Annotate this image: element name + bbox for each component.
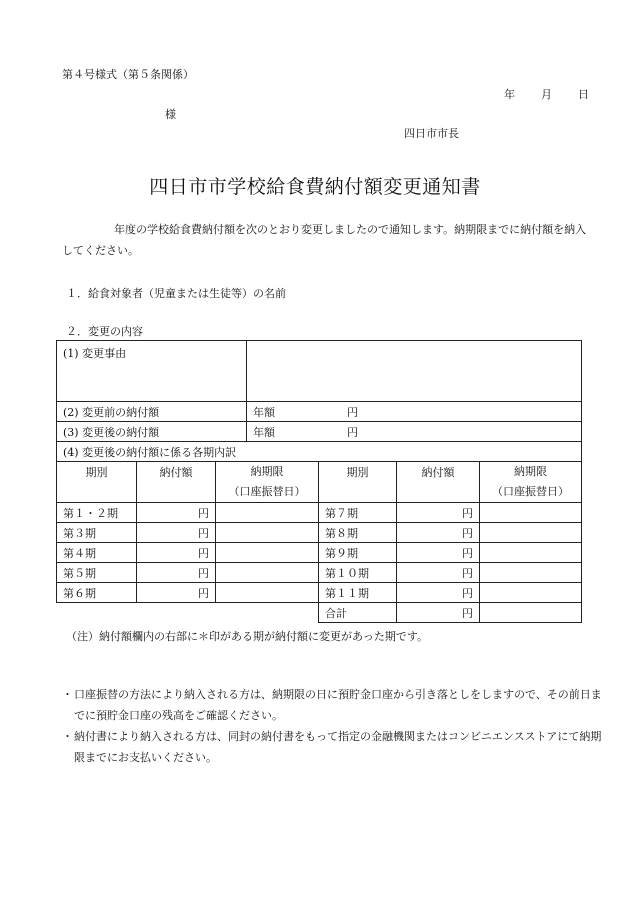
col-period-header: 期別 bbox=[319, 462, 397, 503]
period-cell: 第８期 bbox=[319, 523, 397, 543]
period-cell: 第６期 bbox=[57, 583, 137, 603]
blank-cell bbox=[57, 603, 319, 623]
yen-unit: 円 bbox=[347, 405, 358, 419]
total-row bbox=[57, 603, 582, 623]
period-cell: 第３期 bbox=[57, 523, 137, 543]
period-cell: 第１０期 bbox=[319, 563, 397, 583]
table-row bbox=[57, 583, 582, 603]
after-amount-label: (3) 変更後の納付額 bbox=[57, 422, 247, 442]
date-day-label: 日 bbox=[578, 88, 589, 101]
page-title: 四日市市学校給食費納付額変更通知書 bbox=[149, 176, 481, 198]
form-number: 第４号様式（第５条関係） bbox=[62, 68, 194, 81]
date-month-label: 月 bbox=[541, 88, 552, 101]
amount-cell: 円 bbox=[397, 583, 480, 603]
date-year-label: 年 bbox=[504, 88, 515, 101]
period-cell: 第７期 bbox=[319, 503, 397, 523]
note-text: 納付書により納入される方は、同封の納付書をもって指定の金融機関またはコンビニエンスストアにて納期限までにお支払いください。 bbox=[74, 730, 602, 764]
intro-paragraph: 年度の学校給食費納付額を次のとおり変更しましたので通知します。納期限までに納付額を納入してください。 bbox=[62, 223, 587, 257]
before-amount-label: (2) 変更前の納付額 bbox=[57, 402, 247, 422]
due-sub-label: （口座振替日） bbox=[492, 485, 569, 498]
amount-cell: 円 bbox=[397, 563, 480, 583]
due-cell bbox=[480, 583, 582, 603]
reason-label: (1) 変更事由 bbox=[57, 341, 247, 402]
section-1-heading: １．給食対象者（児童または生徒等）の名前 bbox=[66, 287, 286, 300]
due-label: 納期限 bbox=[514, 465, 547, 478]
bullet-icon: ・ bbox=[62, 730, 73, 743]
due-cell bbox=[216, 563, 319, 583]
recipient-suffix: 様 bbox=[165, 108, 176, 121]
total-amount-cell: 円 bbox=[397, 603, 480, 623]
table-footnote: （注）納付額欄内の右部に＊印がある期が納付額に変更があった期です。 bbox=[66, 630, 429, 643]
section-2-heading: ２．変更の内容 bbox=[66, 325, 143, 338]
col-amount-header: 納付額 bbox=[137, 462, 216, 503]
note-text: 口座振替の方法により納入される方は、納期限の日に預貯金口座から引き落としをしますので、その前日までに預貯金口座の残高をご確認ください。 bbox=[74, 688, 602, 722]
annual-label: 年額 bbox=[253, 425, 275, 439]
period-cell: 第９期 bbox=[319, 543, 397, 563]
list-item bbox=[62, 726, 602, 768]
total-due-cell bbox=[480, 603, 582, 623]
amount-cell: 円 bbox=[137, 503, 216, 523]
amount-cell: 円 bbox=[397, 503, 480, 523]
due-cell bbox=[216, 543, 319, 563]
period-cell: 第４期 bbox=[57, 543, 137, 563]
table-row bbox=[57, 523, 582, 543]
bullet-icon: ・ bbox=[62, 688, 73, 701]
due-sub-label: （口座振替日） bbox=[228, 485, 306, 498]
due-label: 納期限 bbox=[250, 465, 284, 478]
total-label: 合計 bbox=[319, 603, 397, 623]
due-cell bbox=[216, 503, 319, 523]
period-cell: 第５期 bbox=[57, 563, 137, 583]
due-cell bbox=[480, 543, 582, 563]
change-details-table bbox=[56, 340, 582, 623]
breakdown-label: (4) 変更後の納付額に係る各期内訳 bbox=[57, 442, 582, 462]
table-row bbox=[57, 503, 582, 523]
period-cell: 第１１期 bbox=[319, 583, 397, 603]
amount-cell: 円 bbox=[137, 523, 216, 543]
amount-cell: 円 bbox=[397, 543, 480, 563]
reason-value-cell bbox=[247, 341, 582, 402]
annual-label: 年額 bbox=[253, 405, 275, 419]
col-amount-header: 納付額 bbox=[397, 462, 480, 503]
due-cell bbox=[480, 523, 582, 543]
amount-cell: 円 bbox=[137, 563, 216, 583]
col-period-header: 期別 bbox=[57, 462, 137, 503]
table-row bbox=[57, 563, 582, 583]
notes-list bbox=[62, 684, 602, 768]
after-amount-cell bbox=[247, 422, 582, 442]
col-due-header bbox=[216, 462, 319, 503]
col-due-header bbox=[480, 462, 582, 503]
due-cell bbox=[216, 583, 319, 603]
due-cell bbox=[480, 563, 582, 583]
yen-unit: 円 bbox=[347, 425, 358, 439]
period-cell: 第１・２期 bbox=[57, 503, 137, 523]
due-cell bbox=[216, 523, 319, 543]
before-amount-cell bbox=[247, 402, 582, 422]
amount-cell: 円 bbox=[137, 583, 216, 603]
amount-cell: 円 bbox=[397, 523, 480, 543]
amount-cell: 円 bbox=[137, 543, 216, 563]
list-item bbox=[62, 684, 602, 726]
due-cell bbox=[480, 503, 582, 523]
table-row bbox=[57, 543, 582, 563]
sender-mayor: 四日市市長 bbox=[404, 127, 459, 140]
